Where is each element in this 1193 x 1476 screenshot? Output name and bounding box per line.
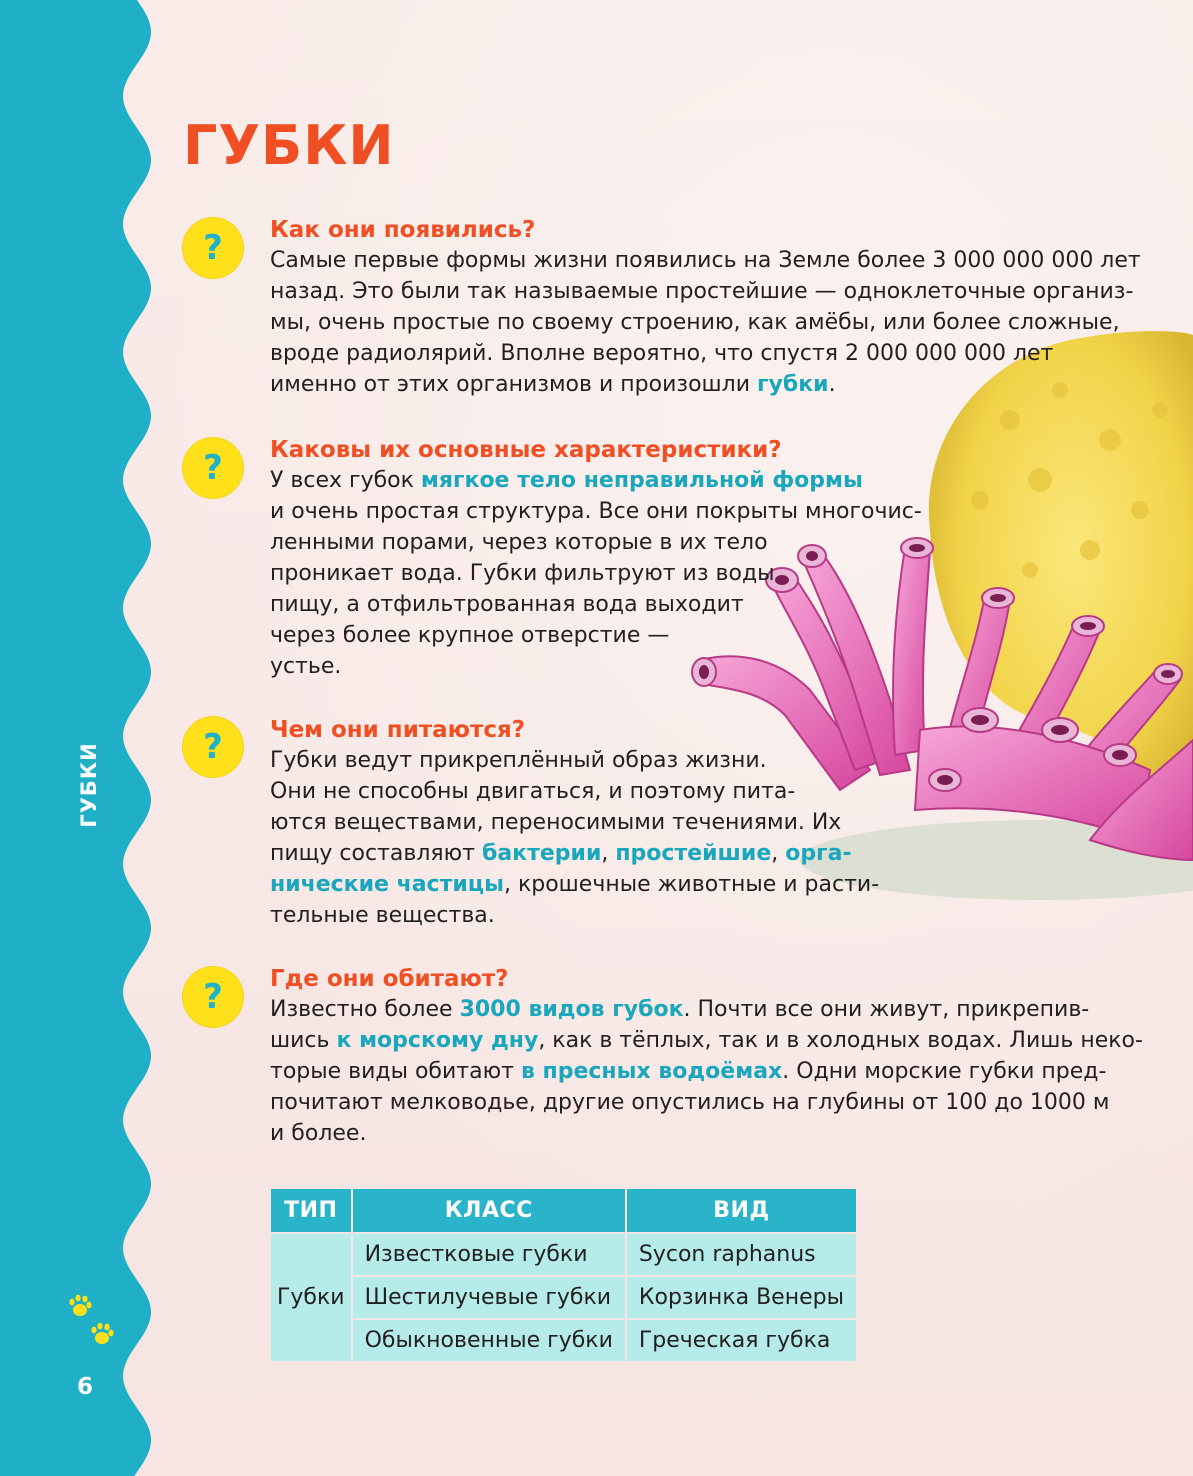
table-cell-type: Губки — [271, 1234, 351, 1361]
text-run: Они не способны двигаться, и поэтому пита- — [270, 779, 796, 804]
page-number: 6 — [76, 1374, 93, 1400]
table-header-row — [271, 1189, 856, 1232]
paragraph-line — [270, 276, 1141, 307]
text-run: У всех губок — [270, 468, 421, 493]
section-paragraph — [270, 245, 1141, 400]
table-header: КЛАСС — [353, 1189, 625, 1232]
question-icon: ? — [182, 966, 244, 1028]
section-paragraph — [270, 994, 1143, 1149]
paragraph-line — [270, 338, 1141, 369]
text-run: . — [828, 372, 836, 397]
paragraph-line — [270, 776, 879, 807]
text-run: и более. — [270, 1121, 367, 1146]
highlighted-term: к морскому дну — [336, 1028, 539, 1053]
highlighted-term: орга- — [785, 841, 852, 866]
text-run: назад. Это были так называемые простейшие — одноклеточные организ- — [270, 279, 1134, 304]
text-run: торые виды обитают — [270, 1059, 521, 1084]
text-run: устье. — [270, 654, 342, 679]
section-heading: Где они обитают? — [270, 966, 509, 992]
table-cell-species: Корзинка Венеры — [627, 1277, 856, 1318]
paw-prints-icon — [66, 1294, 118, 1352]
highlighted-term: губки — [757, 372, 829, 397]
table-row — [271, 1234, 856, 1275]
paragraph-line — [270, 745, 879, 776]
table-row — [271, 1277, 856, 1318]
paragraph-line — [270, 558, 922, 589]
text-run: , как в тёплых, так и в холодных водах. Лишь неко- — [538, 1028, 1143, 1053]
text-run: Губки ведут прикреплённый образ жизни. — [270, 748, 767, 773]
text-run: через более крупное отверстие — — [270, 623, 670, 648]
table-row — [271, 1320, 856, 1361]
table-cell-class: Обыкновенные губки — [353, 1320, 625, 1361]
paragraph-line — [270, 838, 879, 869]
question-icon: ? — [182, 437, 244, 499]
text-run: пищу составляют — [270, 841, 482, 866]
paragraph-line — [270, 1118, 1143, 1149]
paragraph-line — [270, 869, 879, 900]
text-run: и очень простая структура. Все они покрыты многочис- — [270, 499, 922, 524]
highlighted-term: простейшие — [615, 841, 772, 866]
highlighted-term: бактерии — [481, 841, 602, 866]
paragraph-line — [270, 589, 922, 620]
table-header: ТИП — [271, 1189, 351, 1232]
paragraph-line — [270, 994, 1143, 1025]
text-run: , — [601, 841, 616, 866]
text-run: пищу, а отфильтрованная вода выходит — [270, 592, 744, 617]
paragraph-line — [270, 1025, 1143, 1056]
paragraph-line — [270, 620, 922, 651]
text-run: шись — [270, 1028, 337, 1053]
table-cell-species: Греческая губка — [627, 1320, 856, 1361]
paragraph-line — [270, 900, 879, 931]
paragraph-line — [270, 245, 1141, 276]
paragraph-line — [270, 807, 879, 838]
text-run: почитают мелководье, другие опустились на глубины от 100 до 1000 м — [270, 1090, 1110, 1115]
text-run: проникает вода. Губки фильтруют из воды — [270, 561, 775, 586]
highlighted-term: в пресных водоёмах — [520, 1059, 783, 1084]
paragraph-line — [270, 527, 922, 558]
section-paragraph — [270, 465, 922, 682]
section-heading: Как они появились? — [270, 217, 536, 243]
paragraph-line — [270, 1056, 1143, 1087]
section-heading: Чем они питаются? — [270, 717, 526, 743]
text-run: , крошечные животные и расти- — [503, 872, 880, 897]
paragraph-line — [270, 369, 1141, 400]
paragraph-line — [270, 1087, 1143, 1118]
section-paragraph — [270, 745, 879, 931]
sidebar-wave — [0, 0, 175, 1476]
text-run: тельные вещества. — [270, 903, 495, 928]
text-run: именно от этих организмов и произошли — [270, 372, 758, 397]
text-run: вроде радиолярий. Вполне вероятно, что спустя 2 000 000 000 лет — [270, 341, 1054, 366]
paragraph-line — [270, 496, 922, 527]
table-cell-class: Известковые губки — [353, 1234, 625, 1275]
text-run: мы, очень простые по своему строению, как амёбы, или более сложные, — [270, 310, 1120, 335]
page-title: ГУБКИ — [183, 114, 395, 177]
question-icon: ? — [182, 716, 244, 778]
text-run: ются веществами, переносимыми течениями. Их — [270, 810, 842, 835]
text-run: ленными порами, через которые в их тело — [270, 530, 768, 555]
text-run: Самые первые формы жизни появились на Земле более 3 000 000 000 лет — [270, 248, 1141, 273]
paragraph-line — [270, 307, 1141, 338]
highlighted-term: мягкое тело неправильной формы — [420, 468, 863, 493]
text-run: . Одни морские губки пред- — [782, 1059, 1107, 1084]
table-cell-species: Sycon raphanus — [627, 1234, 856, 1275]
question-icon: ? — [182, 217, 244, 279]
table-header: ВИД — [627, 1189, 856, 1232]
paragraph-line — [270, 465, 922, 496]
text-run: , — [771, 841, 786, 866]
sidebar-title: ГУБКИ — [77, 742, 101, 828]
section-heading: Каковы их основные характеристики? — [270, 437, 782, 463]
highlighted-term: нические частицы — [270, 872, 504, 897]
paragraph-line — [270, 651, 922, 682]
table-cell-class: Шестилучевые губки — [353, 1277, 625, 1318]
text-run: Известно более — [270, 997, 460, 1022]
highlighted-term: 3000 видов губок — [459, 997, 684, 1022]
classification-table — [269, 1187, 858, 1363]
text-run: . Почти все они живут, прикрепив- — [683, 997, 1090, 1022]
